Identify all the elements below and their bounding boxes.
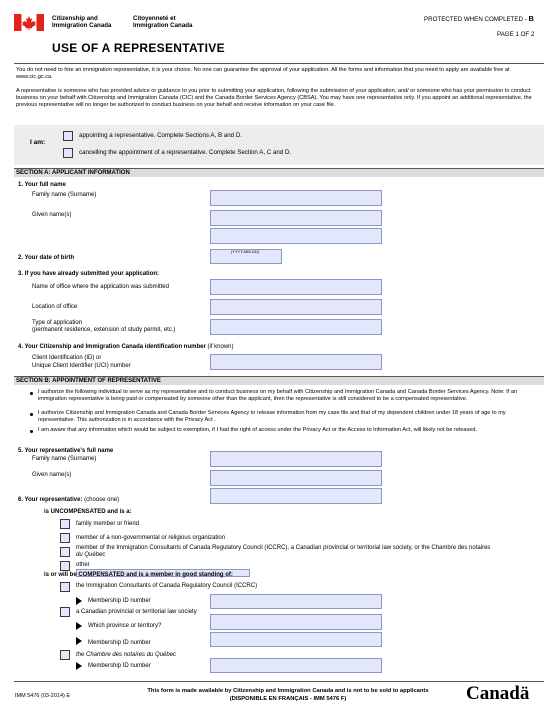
comp-iccrc-checkbox[interactable]	[60, 582, 70, 592]
footer-french: (DISPONIBLE EN FRANÇAIS - IMM 5476 F)	[229, 696, 347, 702]
cancel-label: cancelling the appointment of a representative. Complete Section A, C and D.	[79, 149, 292, 156]
iam-block	[14, 125, 544, 165]
client-id-label: Client Identification (ID) or	[32, 355, 102, 361]
q6-suffix: (choose one)	[82, 497, 120, 503]
authorization-statement-3: I am aware that any information which would be subject to exemption, if I had the right of access under the Privacy Act or the Access to Information Act, will likely not be released.	[38, 427, 478, 433]
applicant-family-name-field[interactable]	[210, 190, 382, 206]
intro-paragraph-2: A representative is someone who has provided advice or guidance to you prior to submitting your application, following the submission of your application, and/ or someone who has your permission to conduct business on your behalf with Citizenship and Immigration Canada (CIC) and the Canada Border Services Agency (CBSA). You may have one representative only. If you appoint an additional representative, the previous representative will no longer be authorized to conduct business on your behalf and receive information on your case file.	[16, 88, 532, 108]
bullet-icon	[30, 392, 33, 395]
form-title: USE OF A REPRESENTATIVE	[52, 41, 225, 55]
canada-flag-icon	[14, 14, 44, 31]
protected-label	[424, 15, 534, 24]
cancel-checkbox[interactable]	[63, 148, 73, 158]
q2-label: 2. Your date of birth	[18, 255, 75, 261]
applicant-given-name-field[interactable]	[210, 210, 382, 226]
comp-lawsociety-checkbox[interactable]	[60, 607, 70, 617]
q6-label	[18, 497, 119, 504]
province-field[interactable]	[210, 614, 382, 630]
page-number: PAGE 1 OF 2	[497, 31, 535, 38]
rep-family-name-label: Family name (Surname)	[32, 456, 97, 462]
rep-given-name-label: Given name(s)	[32, 472, 72, 478]
footer-rule	[14, 681, 544, 682]
footer-notice: This form is made available by Citizenship and Immigration Canada and is not to be sold to applicants	[147, 688, 429, 694]
applicant-given-name-field-2[interactable]	[210, 228, 382, 244]
arrow-right-icon	[76, 662, 82, 670]
rep-given-name-field-2[interactable]	[210, 488, 382, 504]
protected-text: PROTECTED WHEN COMPLETED -	[424, 16, 529, 23]
comp-chambre-checkbox[interactable]	[60, 650, 70, 660]
q4-label	[18, 344, 234, 351]
q5-label: 5. Your representative's full name	[18, 448, 114, 454]
comp-iccrc-label: the Immigration Consultants of Canada Regulatory Council (ICCRC)	[76, 583, 258, 589]
rep-given-name-field[interactable]	[210, 470, 382, 486]
iam-label: I am:	[30, 139, 46, 146]
office-location-label: Location of office	[32, 304, 78, 310]
application-type-label: Type of application	[32, 320, 83, 326]
arrow-right-icon	[76, 637, 82, 645]
department-name-fr: Citoyenneté et Immigration Canada	[133, 15, 193, 30]
canada-wordmark-logo: Canadä	[466, 683, 530, 704]
arrow-right-icon	[76, 622, 82, 630]
protected-level: B	[528, 14, 534, 23]
form-id: IMM 5476 (03-2014) E	[15, 693, 71, 699]
client-id-field[interactable]	[210, 354, 382, 370]
office-location-field[interactable]	[210, 299, 382, 315]
q4-suffix: (if known)	[205, 344, 234, 350]
appoint-checkbox[interactable]	[63, 131, 73, 141]
authorization-statement-1: I authorize the following individual to serve as my representative and to conduct business on my behalf with Citizenship and Immigration Canada and Canada Border Services Agency. Note: If an immigration representative is being paid or compensated by someone other than the applicant, then the representative is still considered to be a compensated representative.	[38, 389, 518, 402]
q1-label: 1. Your full name	[18, 182, 66, 188]
q3-label: 3. If you have already submitted your application:	[18, 271, 160, 277]
comp-lawsociety-label: a Canadian provincial or territorial law society	[76, 609, 197, 615]
client-id-sublabel: Unique Client Identifier (UCI) number	[32, 363, 131, 369]
uncomp-ngo-checkbox[interactable]	[60, 533, 70, 543]
uncomp-other-checkbox[interactable]	[60, 561, 70, 571]
uncomp-family-checkbox[interactable]	[60, 519, 70, 529]
uncomp-member-checkbox[interactable]	[60, 547, 70, 557]
compensated-label: is or will be COMPENSATED and is a member in good standing of:	[44, 572, 233, 578]
province-field-2[interactable]	[210, 632, 382, 647]
date-format-hint: (YYYY-MM-DD)	[231, 249, 260, 254]
date-of-birth-field[interactable]	[210, 249, 282, 264]
comp-chambre-label: the Chambre des notaires du Québec	[76, 652, 177, 658]
uncompensated-label: is UNCOMPENSATED and is a:	[44, 509, 132, 515]
bullet-icon	[30, 430, 33, 433]
uncomp-family-label: family member or friend	[76, 521, 140, 527]
iccrc-membership-field[interactable]	[210, 594, 382, 609]
q6-text: 6. Your representative:	[18, 497, 83, 503]
office-name-field[interactable]	[210, 279, 382, 295]
office-name-label: Name of office where the application was submitted	[32, 284, 169, 290]
bullet-icon	[30, 413, 33, 416]
chambre-membership-label: Membership ID number	[88, 663, 151, 669]
applicant-given-name-label: Given name(s)	[32, 212, 72, 218]
applicant-family-name-label: Family name (Surname)	[32, 192, 97, 198]
rep-family-name-field[interactable]	[210, 451, 382, 467]
department-name-en: Citizenship and Immigration Canada	[52, 15, 112, 30]
application-type-sublabel: (permanent residence, extension of study permit, etc.)	[32, 327, 176, 333]
q4-text: 4. Your Citizenship and Immigration Canada identification number	[18, 344, 206, 350]
chambre-membership-field[interactable]	[210, 658, 382, 673]
iccrc-membership-label: Membership ID number	[88, 598, 151, 604]
section-a-header: SECTION A: APPLICANT INFORMATION	[14, 168, 544, 177]
appoint-label: appointing a representative. Complete Sections A, B and D.	[79, 132, 243, 139]
uncomp-other-label: other	[76, 562, 90, 568]
uncomp-ngo-label: member of a non-governmental or religious organization	[76, 535, 226, 541]
application-type-field[interactable]	[210, 319, 382, 335]
header-rule	[14, 63, 544, 64]
province-label: Which province or territory?	[88, 623, 162, 629]
authorization-statement-2: I authorize Citizenship and Immigration Canada and Canada Border Services Agency to release information from my case file and that of my dependent children under 18 years of age to my representative. This authorization is in accordance with the Privacy Act .	[38, 410, 506, 423]
section-b-header: SECTION B: APPOINTMENT OF REPRESENTATIVE	[14, 376, 544, 385]
intro-paragraph-1: You do not need to hire an immigration representative, it is your choice. No one can guarantee the approval of your application. All the forms and information that you need to apply are available free at www.cic.gc.ca.	[16, 67, 510, 80]
arrow-right-icon	[76, 597, 82, 605]
uncomp-member-label: member of the Immigration Consultants of Canada Regulatory Council (ICCRC), a Canadian provincial or territorial law society, or the Chambre des notaires	[76, 545, 491, 551]
lawsociety-membership-label: Membership ID number	[88, 640, 151, 646]
uncomp-member-sublabel: du Québec	[76, 552, 106, 558]
